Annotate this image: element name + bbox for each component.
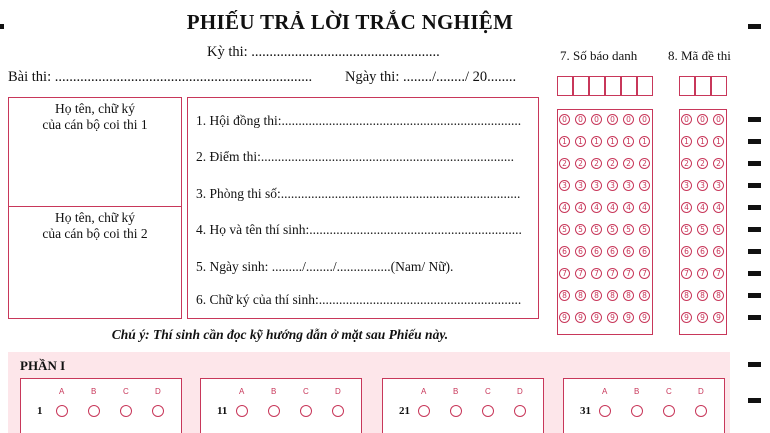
digit-entry-cell[interactable]	[679, 76, 695, 96]
ma-de-thi-bubble[interactable]: 7	[697, 268, 708, 279]
option-label: D	[517, 387, 523, 396]
answer-bubble[interactable]	[300, 405, 312, 417]
so-bao-danh-bubble[interactable]: 1	[559, 136, 570, 147]
supervisor-1-label: Họ tên, chữ ký của cán bộ coi thi 1	[42, 101, 148, 132]
so-bao-danh-bubble[interactable]: 3	[575, 180, 586, 191]
question-number: 1	[37, 405, 43, 417]
answer-bubble[interactable]	[56, 405, 68, 417]
ma-de-thi-bubble[interactable]: 7	[681, 268, 692, 279]
ma-de-thi-bubble[interactable]: 9	[681, 312, 692, 323]
digit-entry-cell[interactable]	[621, 76, 637, 96]
so-bao-danh-bubble[interactable]: 1	[591, 136, 602, 147]
ma-de-thi-bubble[interactable]: 5	[697, 224, 708, 235]
ma-de-thi-bubble[interactable]: 9	[713, 312, 724, 323]
so-bao-danh-bubble[interactable]: 5	[639, 224, 650, 235]
so-bao-danh-bubble[interactable]: 8	[623, 290, 634, 301]
question-number: 21	[399, 405, 410, 417]
ma-de-thi-bubble[interactable]: 8	[681, 290, 692, 301]
answer-bubble[interactable]	[663, 405, 675, 417]
option-label: B	[271, 387, 277, 396]
so-bao-danh-bubble[interactable]: 2	[607, 158, 618, 169]
timing-mark	[748, 271, 761, 276]
option-label: D	[698, 387, 704, 396]
part-i-label: PHẦN I	[20, 358, 66, 373]
so-bao-danh-bubble[interactable]: 9	[607, 312, 618, 323]
so-bao-danh-bubble[interactable]: 0	[607, 114, 618, 125]
so-bao-danh-bubble[interactable]: 7	[575, 268, 586, 279]
answer-bubble[interactable]	[236, 405, 248, 417]
field-ho-ten[interactable]: 4. Họ và tên thí sinh:...............................................................	[196, 222, 522, 237]
so-bao-danh-bubble[interactable]: 6	[591, 246, 602, 257]
option-label: D	[335, 387, 341, 396]
question-number: 31	[580, 405, 591, 417]
so-bao-danh-bubble[interactable]: 0	[591, 114, 602, 125]
timing-mark	[748, 117, 761, 122]
so-bao-danh-bubble[interactable]: 4	[575, 202, 586, 213]
so-bao-danh-bubble[interactable]: 9	[623, 312, 634, 323]
so-bao-danh-bubble[interactable]: 6	[559, 246, 570, 257]
answer-bubble[interactable]	[631, 405, 643, 417]
so-bao-danh-bubble[interactable]: 2	[591, 158, 602, 169]
so-bao-danh-bubble[interactable]: 4	[559, 202, 570, 213]
question-block	[382, 378, 544, 433]
so-bao-danh-bubble[interactable]: 6	[639, 246, 650, 257]
ky-thi-line: Kỳ thi: ....................................................	[207, 44, 440, 60]
so-bao-danh-bubble[interactable]: 7	[559, 268, 570, 279]
so-bao-danh-bubble[interactable]: 5	[575, 224, 586, 235]
answer-bubble[interactable]	[695, 405, 707, 417]
option-label: C	[666, 387, 672, 396]
so-bao-danh-bubble[interactable]: 7	[607, 268, 618, 279]
so-bao-danh-bubble[interactable]: 8	[639, 290, 650, 301]
so-bao-danh-bubble[interactable]: 6	[623, 246, 634, 257]
option-label: A	[59, 387, 65, 396]
digit-entry-cell[interactable]	[711, 76, 727, 96]
answer-bubble[interactable]	[152, 405, 164, 417]
so-bao-danh-bubble[interactable]: 2	[559, 158, 570, 169]
ma-de-thi-bubble[interactable]: 1	[681, 136, 692, 147]
so-bao-danh-bubble[interactable]: 3	[559, 180, 570, 191]
ma-de-thi-bubble[interactable]: 5	[713, 224, 724, 235]
so-bao-danh-bubble[interactable]: 6	[575, 246, 586, 257]
so-bao-danh-bubble[interactable]: 1	[575, 136, 586, 147]
supervisor-2-label: Họ tên, chữ ký của cán bộ coi thi 2	[42, 210, 148, 241]
timing-mark	[748, 315, 761, 320]
so-bao-danh-bubble[interactable]: 9	[575, 312, 586, 323]
ma-de-thi-bubble[interactable]: 8	[713, 290, 724, 301]
ma-de-thi-bubble[interactable]: 2	[713, 158, 724, 169]
digit-entry-cell[interactable]	[605, 76, 621, 96]
ngay-thi-field: Ngày thi: ......../......../ 20........	[345, 69, 517, 85]
so-bao-danh-bubble[interactable]: 1	[639, 136, 650, 147]
option-label: C	[303, 387, 309, 396]
ma-de-thi-bubble[interactable]: 6	[681, 246, 692, 257]
digit-entry-cell[interactable]	[637, 76, 653, 96]
so-bao-danh-bubble[interactable]: 6	[607, 246, 618, 257]
question-block	[20, 378, 182, 433]
so-bao-danh-bubble[interactable]: 0	[639, 114, 650, 125]
so-bao-danh-bubble[interactable]: 2	[575, 158, 586, 169]
timing-mark	[748, 293, 761, 298]
so-bao-danh-bubble[interactable]: 9	[639, 312, 650, 323]
field-chu-ky[interactable]: 6. Chữ ký của thí sinh:............................................................	[196, 292, 522, 307]
option-label: C	[485, 387, 491, 396]
question-block	[563, 378, 725, 433]
answer-bubble[interactable]	[599, 405, 611, 417]
so-bao-danh-bubble[interactable]: 3	[623, 180, 634, 191]
ma-de-thi-bubble[interactable]: 2	[681, 158, 692, 169]
ma-de-thi-bubble[interactable]: 1	[713, 136, 724, 147]
candidate-info-box	[187, 97, 539, 319]
ma-de-thi-bubble[interactable]: 8	[697, 290, 708, 301]
page-title: PHIẾU TRẢ LỜI TRẮC NGHIỆM	[186, 10, 514, 34]
so-bao-danh-bubble[interactable]: 2	[623, 158, 634, 169]
so-bao-danh-bubble[interactable]: 7	[639, 268, 650, 279]
ma-de-thi-bubble[interactable]: 4	[681, 202, 692, 213]
timing-mark	[748, 139, 761, 144]
so-bao-danh-bubble[interactable]: 3	[607, 180, 618, 191]
digit-entry-cell[interactable]	[557, 76, 573, 96]
timing-mark	[748, 362, 761, 367]
so-bao-danh-bubble[interactable]: 0	[575, 114, 586, 125]
option-label: B	[453, 387, 459, 396]
digit-entry-cell[interactable]	[589, 76, 605, 96]
timing-mark	[748, 24, 761, 29]
bai-thi-line	[8, 69, 548, 86]
so-bao-danh-bubble[interactable]: 8	[607, 290, 618, 301]
question-number: 11	[217, 405, 228, 417]
so-bao-danh-bubble[interactable]: 9	[591, 312, 602, 323]
so-bao-danh-bubble[interactable]: 1	[607, 136, 618, 147]
timing-mark	[748, 161, 761, 166]
answer-bubble[interactable]	[418, 405, 430, 417]
so-bao-danh-bubble[interactable]: 9	[559, 312, 570, 323]
timing-mark	[748, 398, 761, 403]
option-label: D	[155, 387, 161, 396]
so-bao-danh-bubble[interactable]: 4	[607, 202, 618, 213]
option-label: A	[421, 387, 427, 396]
ma-de-thi-bubble[interactable]: 0	[697, 114, 708, 125]
ma-de-thi-bubble[interactable]: 3	[681, 180, 692, 191]
digit-entry-cell[interactable]	[695, 76, 711, 96]
so-bao-danh-bubble[interactable]: 4	[591, 202, 602, 213]
so-bao-danh-bubble[interactable]: 3	[639, 180, 650, 191]
so-bao-danh-bubble[interactable]: 7	[591, 268, 602, 279]
timing-mark	[748, 249, 761, 254]
ma-de-thi-bubble[interactable]: 2	[697, 158, 708, 169]
so-bao-danh-label: 7. Số báo danh	[560, 48, 638, 63]
answer-bubble[interactable]	[514, 405, 526, 417]
so-bao-danh-bubble[interactable]: 5	[607, 224, 618, 235]
option-label: A	[239, 387, 245, 396]
so-bao-danh-bubble[interactable]: 2	[639, 158, 650, 169]
answer-bubble[interactable]	[268, 405, 280, 417]
timing-mark	[748, 227, 761, 232]
option-label: A	[602, 387, 608, 396]
note: Chú ý: Thí sinh cần đọc kỹ hướng dẫn ở mặt sau Phiếu này.	[111, 327, 449, 342]
timing-mark	[748, 205, 761, 210]
question-block	[200, 378, 362, 433]
so-bao-danh-bubble[interactable]: 0	[623, 114, 634, 125]
so-bao-danh-bubble[interactable]: 7	[623, 268, 634, 279]
option-label: C	[123, 387, 129, 396]
field-hoi-dong-thi[interactable]: 1. Hội đồng thi:.......................................................................	[196, 113, 522, 128]
timing-mark	[748, 183, 761, 188]
ma-de-thi-bubble[interactable]: 5	[681, 224, 692, 235]
ma-de-thi-bubble[interactable]: 0	[713, 114, 724, 125]
ma-de-thi-bubble[interactable]: 4	[713, 202, 724, 213]
so-bao-danh-bubble[interactable]: 5	[623, 224, 634, 235]
ma-de-thi-bubble[interactable]: 9	[697, 312, 708, 323]
so-bao-danh-bubble[interactable]: 0	[559, 114, 570, 125]
digit-entry-cell[interactable]	[573, 76, 589, 96]
bai-thi-field: Bài thi: .......................................................................	[8, 69, 313, 85]
answer-bubble[interactable]	[120, 405, 132, 417]
so-bao-danh-bubble[interactable]: 4	[623, 202, 634, 213]
ma-de-thi-bubble[interactable]: 7	[713, 268, 724, 279]
so-bao-danh-bubble[interactable]: 5	[591, 224, 602, 235]
so-bao-danh-bubble[interactable]: 1	[623, 136, 634, 147]
so-bao-danh-bubble[interactable]: 8	[591, 290, 602, 301]
ma-de-thi-bubble[interactable]: 6	[713, 246, 724, 257]
option-label: B	[91, 387, 97, 396]
ma-de-thi-bubble[interactable]: 6	[697, 246, 708, 257]
answer-bubble[interactable]	[332, 405, 344, 417]
field-ngay-sinh[interactable]: 5. Ngày sinh: ........./......../................(Nam/ Nữ).	[196, 259, 454, 274]
so-bao-danh-bubble[interactable]: 5	[559, 224, 570, 235]
so-bao-danh-bubble[interactable]: 3	[591, 180, 602, 191]
so-bao-danh-bubble[interactable]: 8	[575, 290, 586, 301]
supervisor-divider	[8, 206, 182, 207]
ma-de-thi-bubble[interactable]: 1	[697, 136, 708, 147]
ma-de-thi-bubble[interactable]: 0	[681, 114, 692, 125]
answer-bubble[interactable]	[88, 405, 100, 417]
answer-bubble[interactable]	[482, 405, 494, 417]
ma-de-thi-label: 8. Mã đề thi	[668, 48, 731, 63]
answer-bubble[interactable]	[450, 405, 462, 417]
ma-de-thi-bubble[interactable]: 3	[697, 180, 708, 191]
field-diem-thi[interactable]: 2. Điểm thi:...........................................................................	[196, 149, 514, 164]
option-label: B	[634, 387, 640, 396]
ma-de-thi-bubble[interactable]: 4	[697, 202, 708, 213]
ma-de-thi-bubble[interactable]: 3	[713, 180, 724, 191]
so-bao-danh-bubble[interactable]: 4	[639, 202, 650, 213]
so-bao-danh-bubble[interactable]: 8	[559, 290, 570, 301]
field-phong-thi[interactable]: 3. Phòng thi số:.......................................................................	[196, 186, 521, 201]
